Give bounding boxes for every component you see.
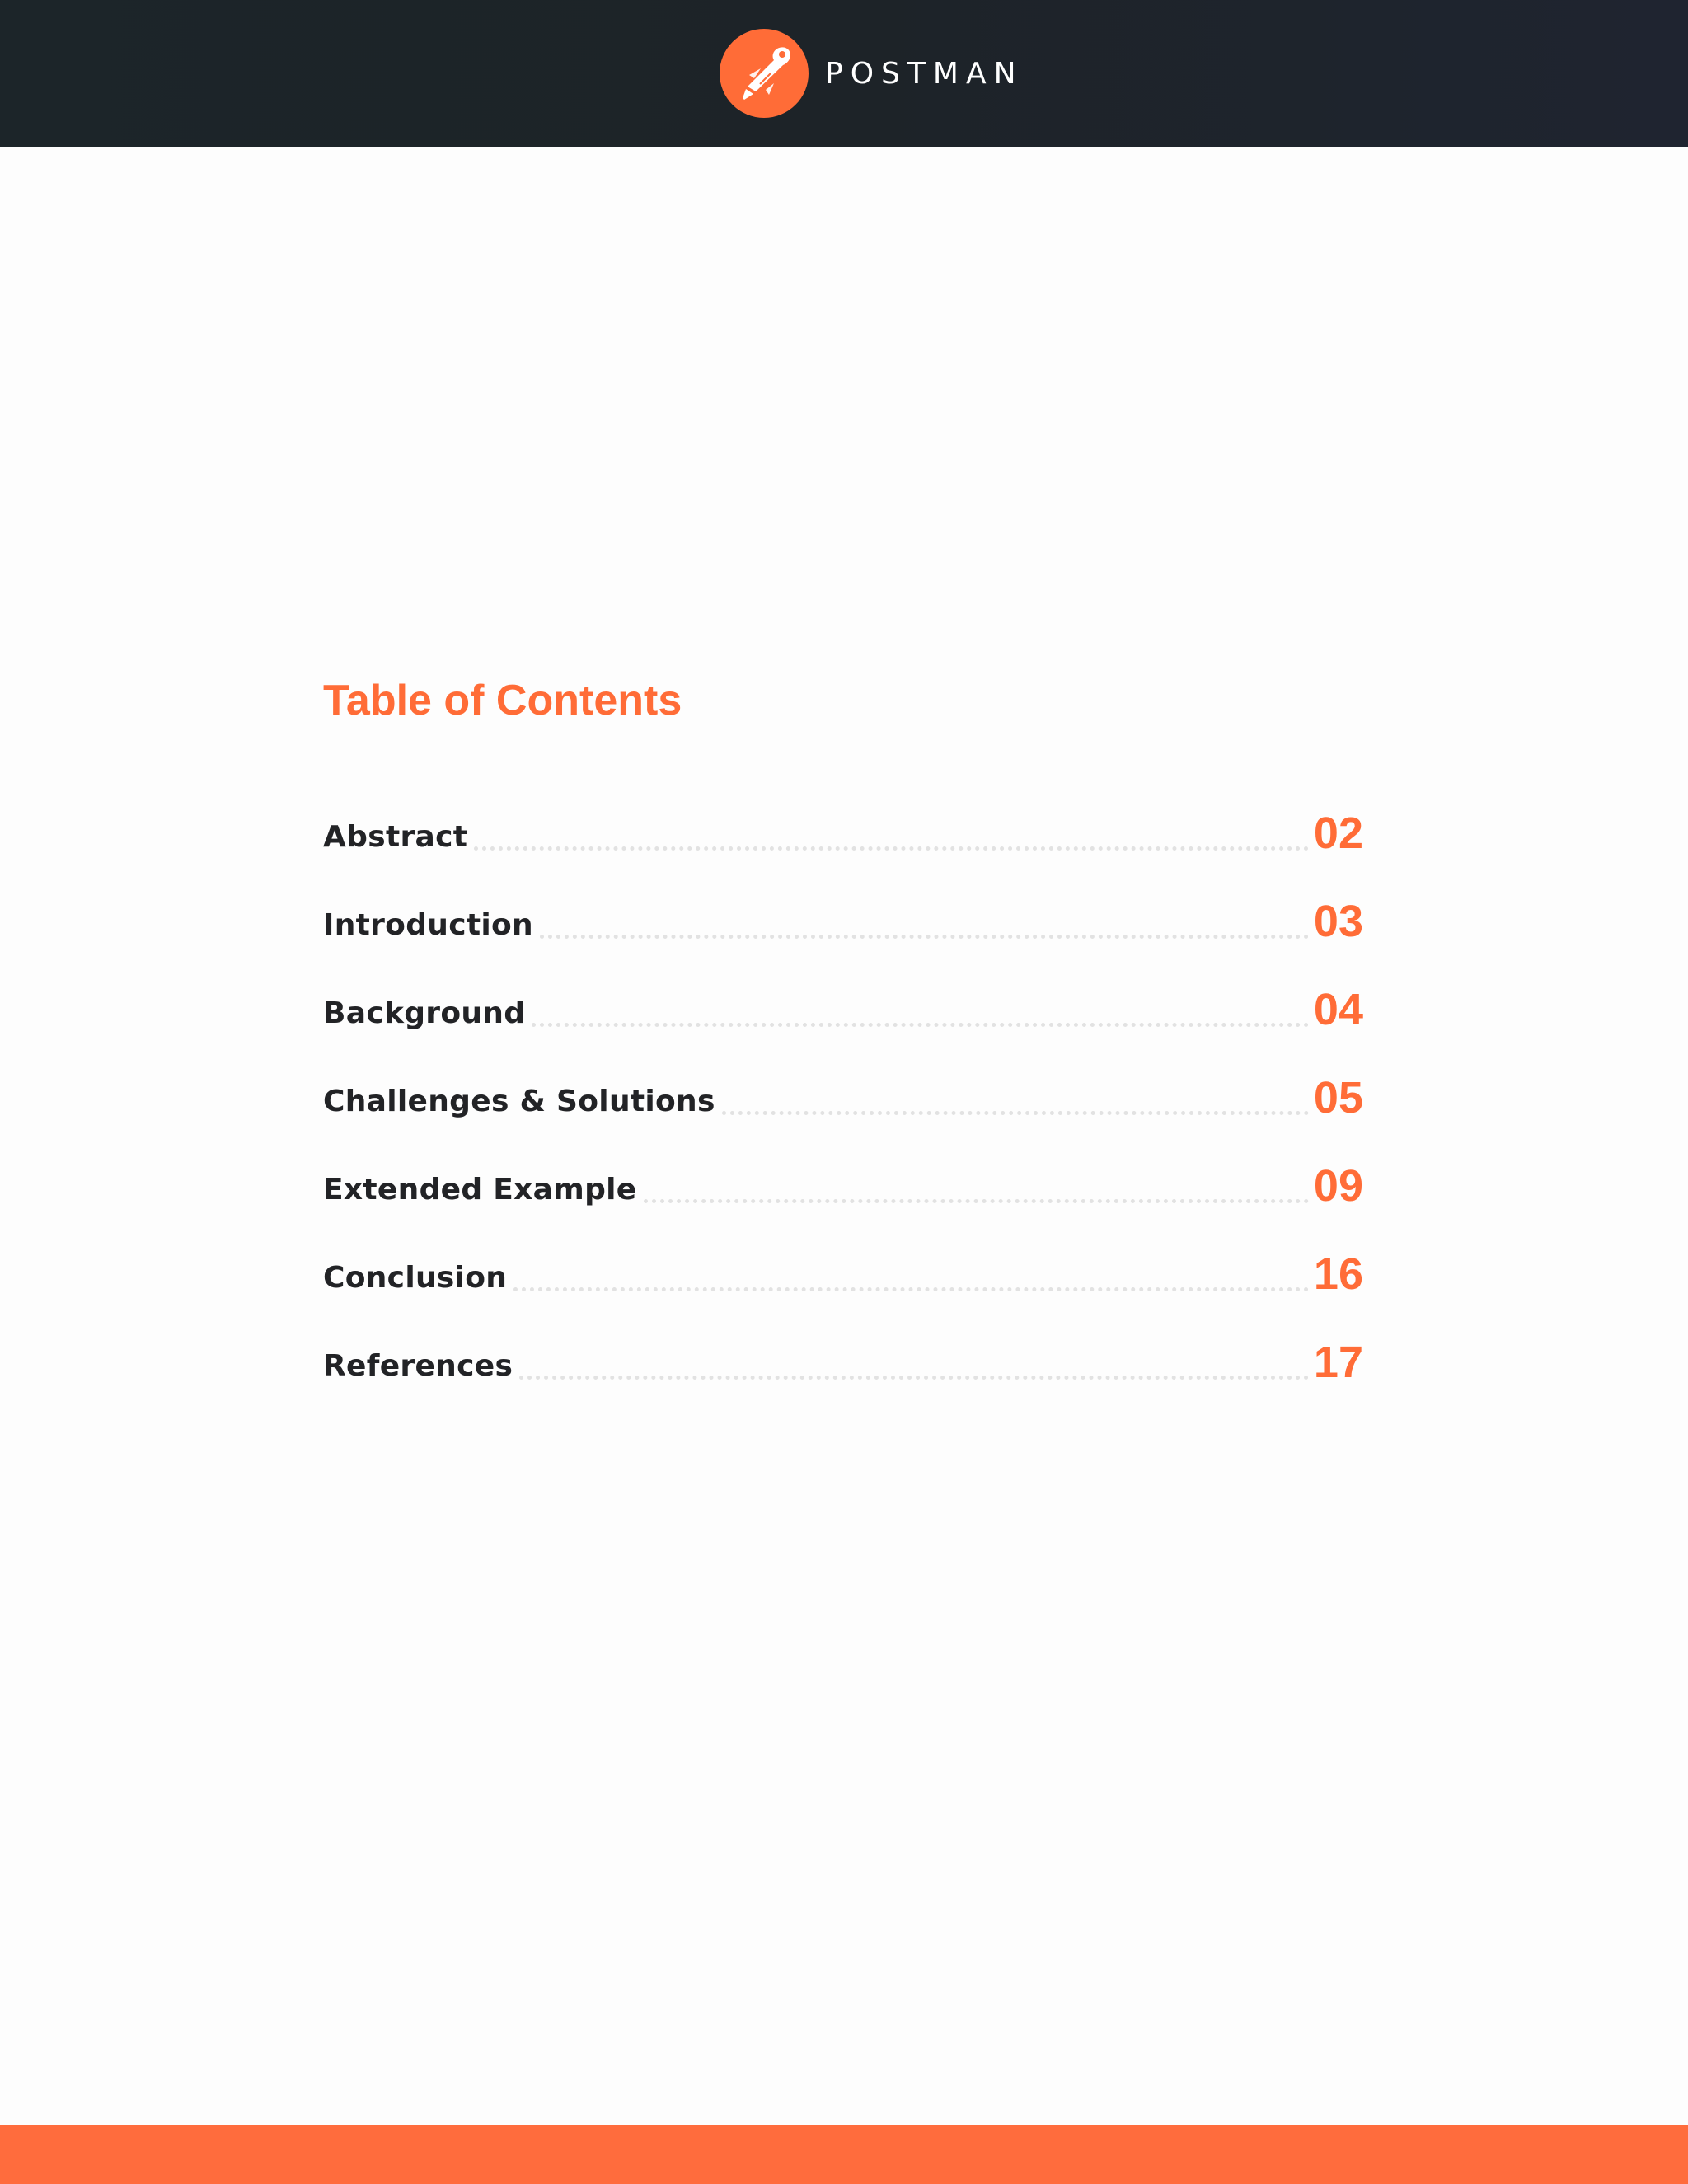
toc-entry-abstract[interactable]	[323, 799, 1363, 888]
toc-title: Table of Contents	[323, 677, 682, 724]
toc-entry-label: Background	[323, 996, 526, 1030]
dotted-leader	[532, 1023, 1309, 1027]
toc-entry-background[interactable]	[323, 976, 1363, 1064]
dotted-leader	[722, 1111, 1309, 1115]
toc-entry-label: Introduction	[323, 908, 533, 942]
toc-entry-introduction[interactable]	[323, 888, 1363, 976]
brand-wordmark: POSTMAN	[825, 56, 1024, 91]
dotted-leader	[519, 1376, 1309, 1380]
toc-entry-page: 02	[1313, 808, 1363, 858]
toc-entry-label: Conclusion	[323, 1261, 508, 1295]
toc-entry-extended-example[interactable]	[323, 1152, 1363, 1240]
dotted-leader	[540, 935, 1309, 939]
dotted-leader	[513, 1287, 1309, 1291]
dotted-leader	[644, 1199, 1309, 1203]
toc-entry-references[interactable]	[323, 1329, 1363, 1417]
toc-entry-page: 04	[1313, 985, 1363, 1034]
toc-entry-page: 05	[1313, 1073, 1363, 1122]
dotted-leader	[474, 846, 1309, 851]
toc-entry-page: 03	[1313, 897, 1363, 946]
toc-entry-label: Challenges & Solutions	[323, 1085, 715, 1118]
postman-logo-icon	[720, 29, 809, 118]
postman-logo	[720, 29, 1024, 118]
toc-entry-conclusion[interactable]	[323, 1240, 1363, 1329]
toc-entry-page: 16	[1313, 1249, 1363, 1299]
toc-entry-challenges-solutions[interactable]	[323, 1064, 1363, 1152]
footer-accent-bar	[0, 2125, 1688, 2184]
toc-entry-label: Abstract	[323, 820, 468, 854]
toc-entry-page: 09	[1313, 1161, 1363, 1211]
header-bar	[0, 0, 1688, 147]
toc-entry-page: 17	[1313, 1338, 1363, 1387]
toc-list	[323, 799, 1363, 1417]
toc-entry-label: Extended Example	[323, 1173, 637, 1207]
toc-entry-label: References	[323, 1349, 513, 1383]
